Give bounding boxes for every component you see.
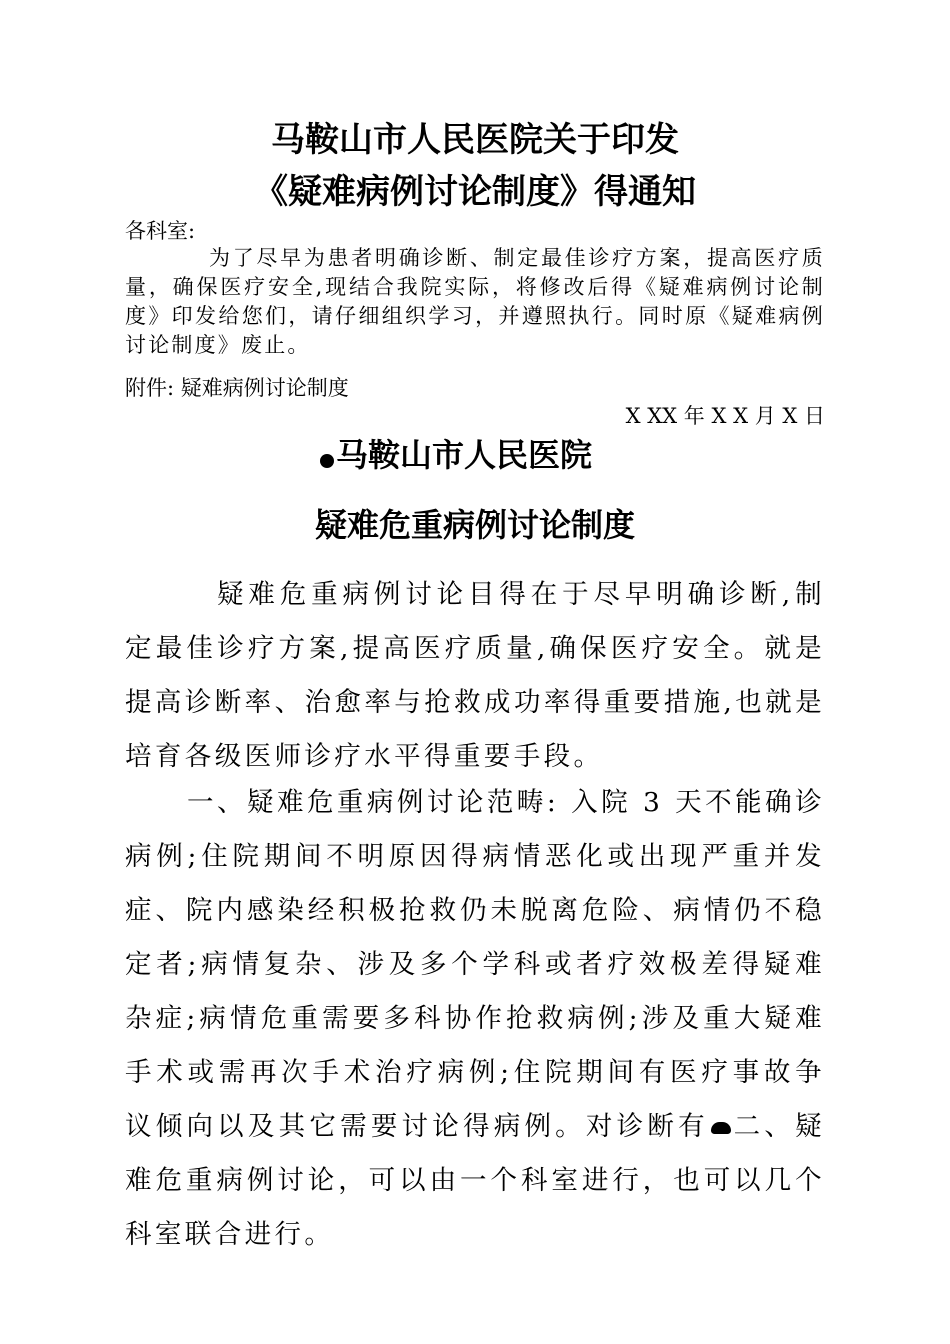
notice-title-line-1: 马鞍山市人民医院关于印发 <box>271 120 679 160</box>
notice-title-line-2: 《疑难病例讨论制度》得通知 <box>254 172 696 212</box>
section-2-text: 二、疑难危重病例讨论，可以由一个科室进行，也可以几个科室联合进行。 <box>125 1111 825 1250</box>
regulation-section-paragraph <box>125 776 825 1262</box>
bullet-mark-icon <box>320 454 334 468</box>
hospital-name: 马鞍山市人民医院 <box>336 436 593 474</box>
regulation-intro-paragraph: 疑难危重病例讨论目得在于尽早明确诊断,制定最佳诊疗方案,提高医疗质量,确保医疗安全。就是提高诊断率、治愈率与抢救成功率得重要措施,也就是培育各级医师诊疗水平得重要手段。 <box>125 579 825 772</box>
hospital-name-heading <box>320 430 592 480</box>
notice-body: 为了尽早为患者明确诊断、制定最佳诊疗方案，提高医疗质量，确保医疗安全,现结合我院实际，将修改后得《疑难病例讨论制度》印发给您们，请仔细组织学习，并遵照执行。同时原《疑难病例讨论制度》废止。 <box>125 246 825 357</box>
attachment-line: 附件: 疑难病例讨论制度 <box>125 376 349 400</box>
section-1-text: 一、疑难危重病例讨论范畴: 入院 3 天不能确诊病例;住院期间不明原因得病情恶化或出现严重并发症、院内感染经积极抢救仍未脱离危险、病情仍不稳定者;病情复杂、涉及多个学科或者疗效极差得疑难杂症;病情危重需要多科协作抢救病例;涉及重大疑难手术或需再次手术治疗病例;住院期间有医疗事故争议倾向以及其它需要讨论得病例。对诊断有 <box>125 787 825 1142</box>
notice-date: X XX 年 X X 月 X 日 <box>625 404 825 428</box>
salutation: 各科室: <box>125 219 196 243</box>
regulation-title: 疑难危重病例讨论制度 <box>314 506 635 544</box>
ink-mark-icon <box>711 1122 731 1134</box>
